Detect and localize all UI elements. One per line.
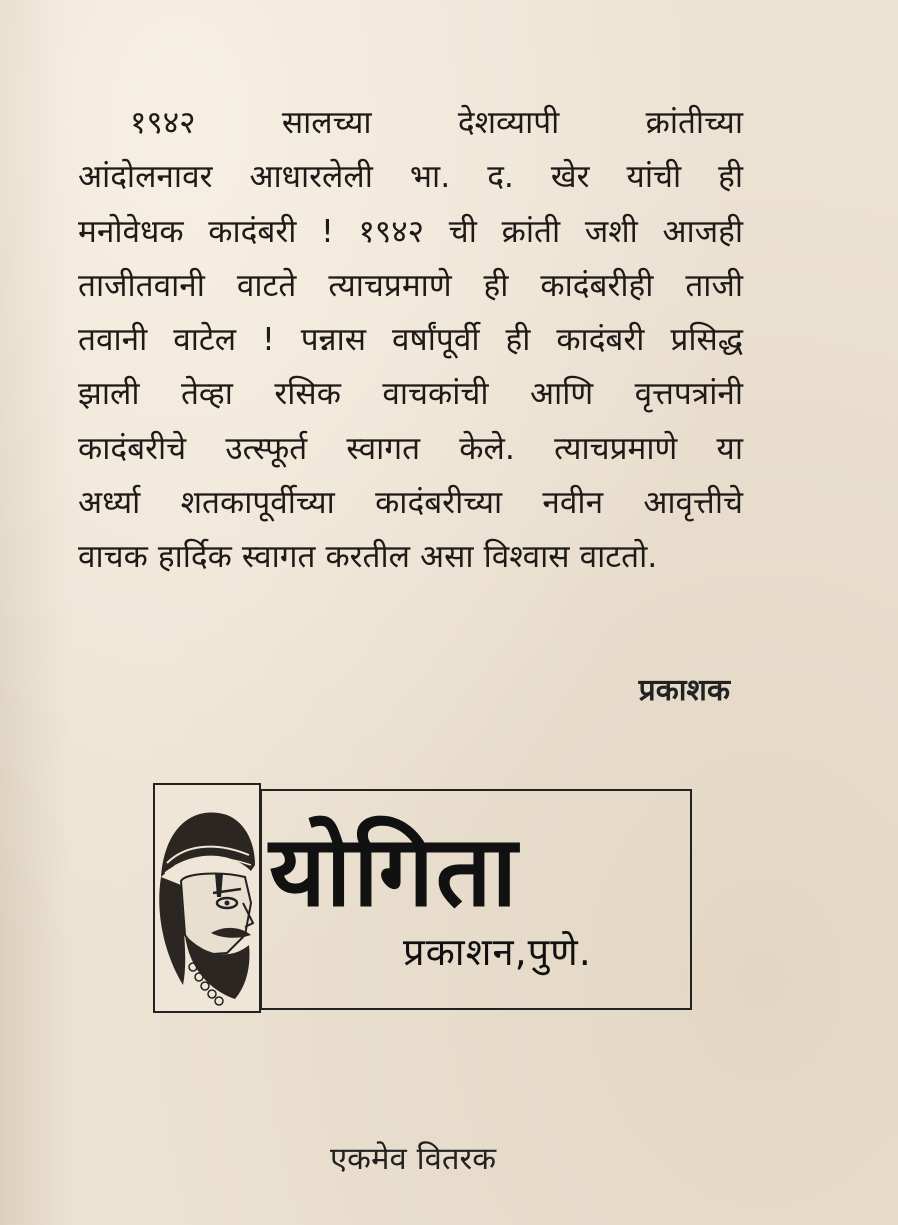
blurb-line: ताजीतवानी वाटते त्याचप्रमाणे ही कादंबरीही ताजी — [78, 267, 743, 304]
blurb-line: आंदोलनावर आधारलेली भा. द. खेर यांची ही — [78, 159, 743, 196]
portrait-illustration — [153, 783, 261, 1013]
publisher-signature: प्रकाशक — [638, 673, 730, 708]
blurb-line: मनोवेधक कादंबरी ! १९४२ ची क्रांती जशी आजही — [78, 213, 743, 250]
pupil-mark — [225, 901, 230, 906]
portrait-drawing — [155, 785, 259, 1011]
blurb-line: वाचक हार्दिक स्वागत करतील असा विश्वास वाटतो. — [78, 539, 658, 576]
publisher-logo — [153, 783, 693, 1013]
blurb-line: कादंबरीचे उत्स्फूर्त स्वागत केले. त्याचप्रमाणे या — [78, 430, 743, 467]
logo-wordmark: योगिता — [269, 815, 520, 929]
blurb-line: १९४२ सालच्या देशव्यापी क्रांतीच्या — [130, 105, 743, 141]
turban-shape — [161, 813, 255, 877]
publisher-blurb — [78, 96, 743, 585]
blurb-line: झाली तेव्हा रसिक वाचकांची आणि वृत्तपत्रांनी — [78, 376, 743, 413]
logo-subtitle: प्रकाशन,पुणे. — [403, 930, 592, 974]
blurb-line: तवानी वाटेल ! पन्नास वर्षांपूर्वी ही कादंबरी प्रसिद्ध — [78, 322, 743, 359]
blurb-line: अर्ध्या शतकापूर्वीच्या कादंबरीच्या नवीन आवृत्तीचे — [78, 485, 743, 522]
sole-distributor-label: एकमेव वितरक — [330, 1141, 497, 1177]
